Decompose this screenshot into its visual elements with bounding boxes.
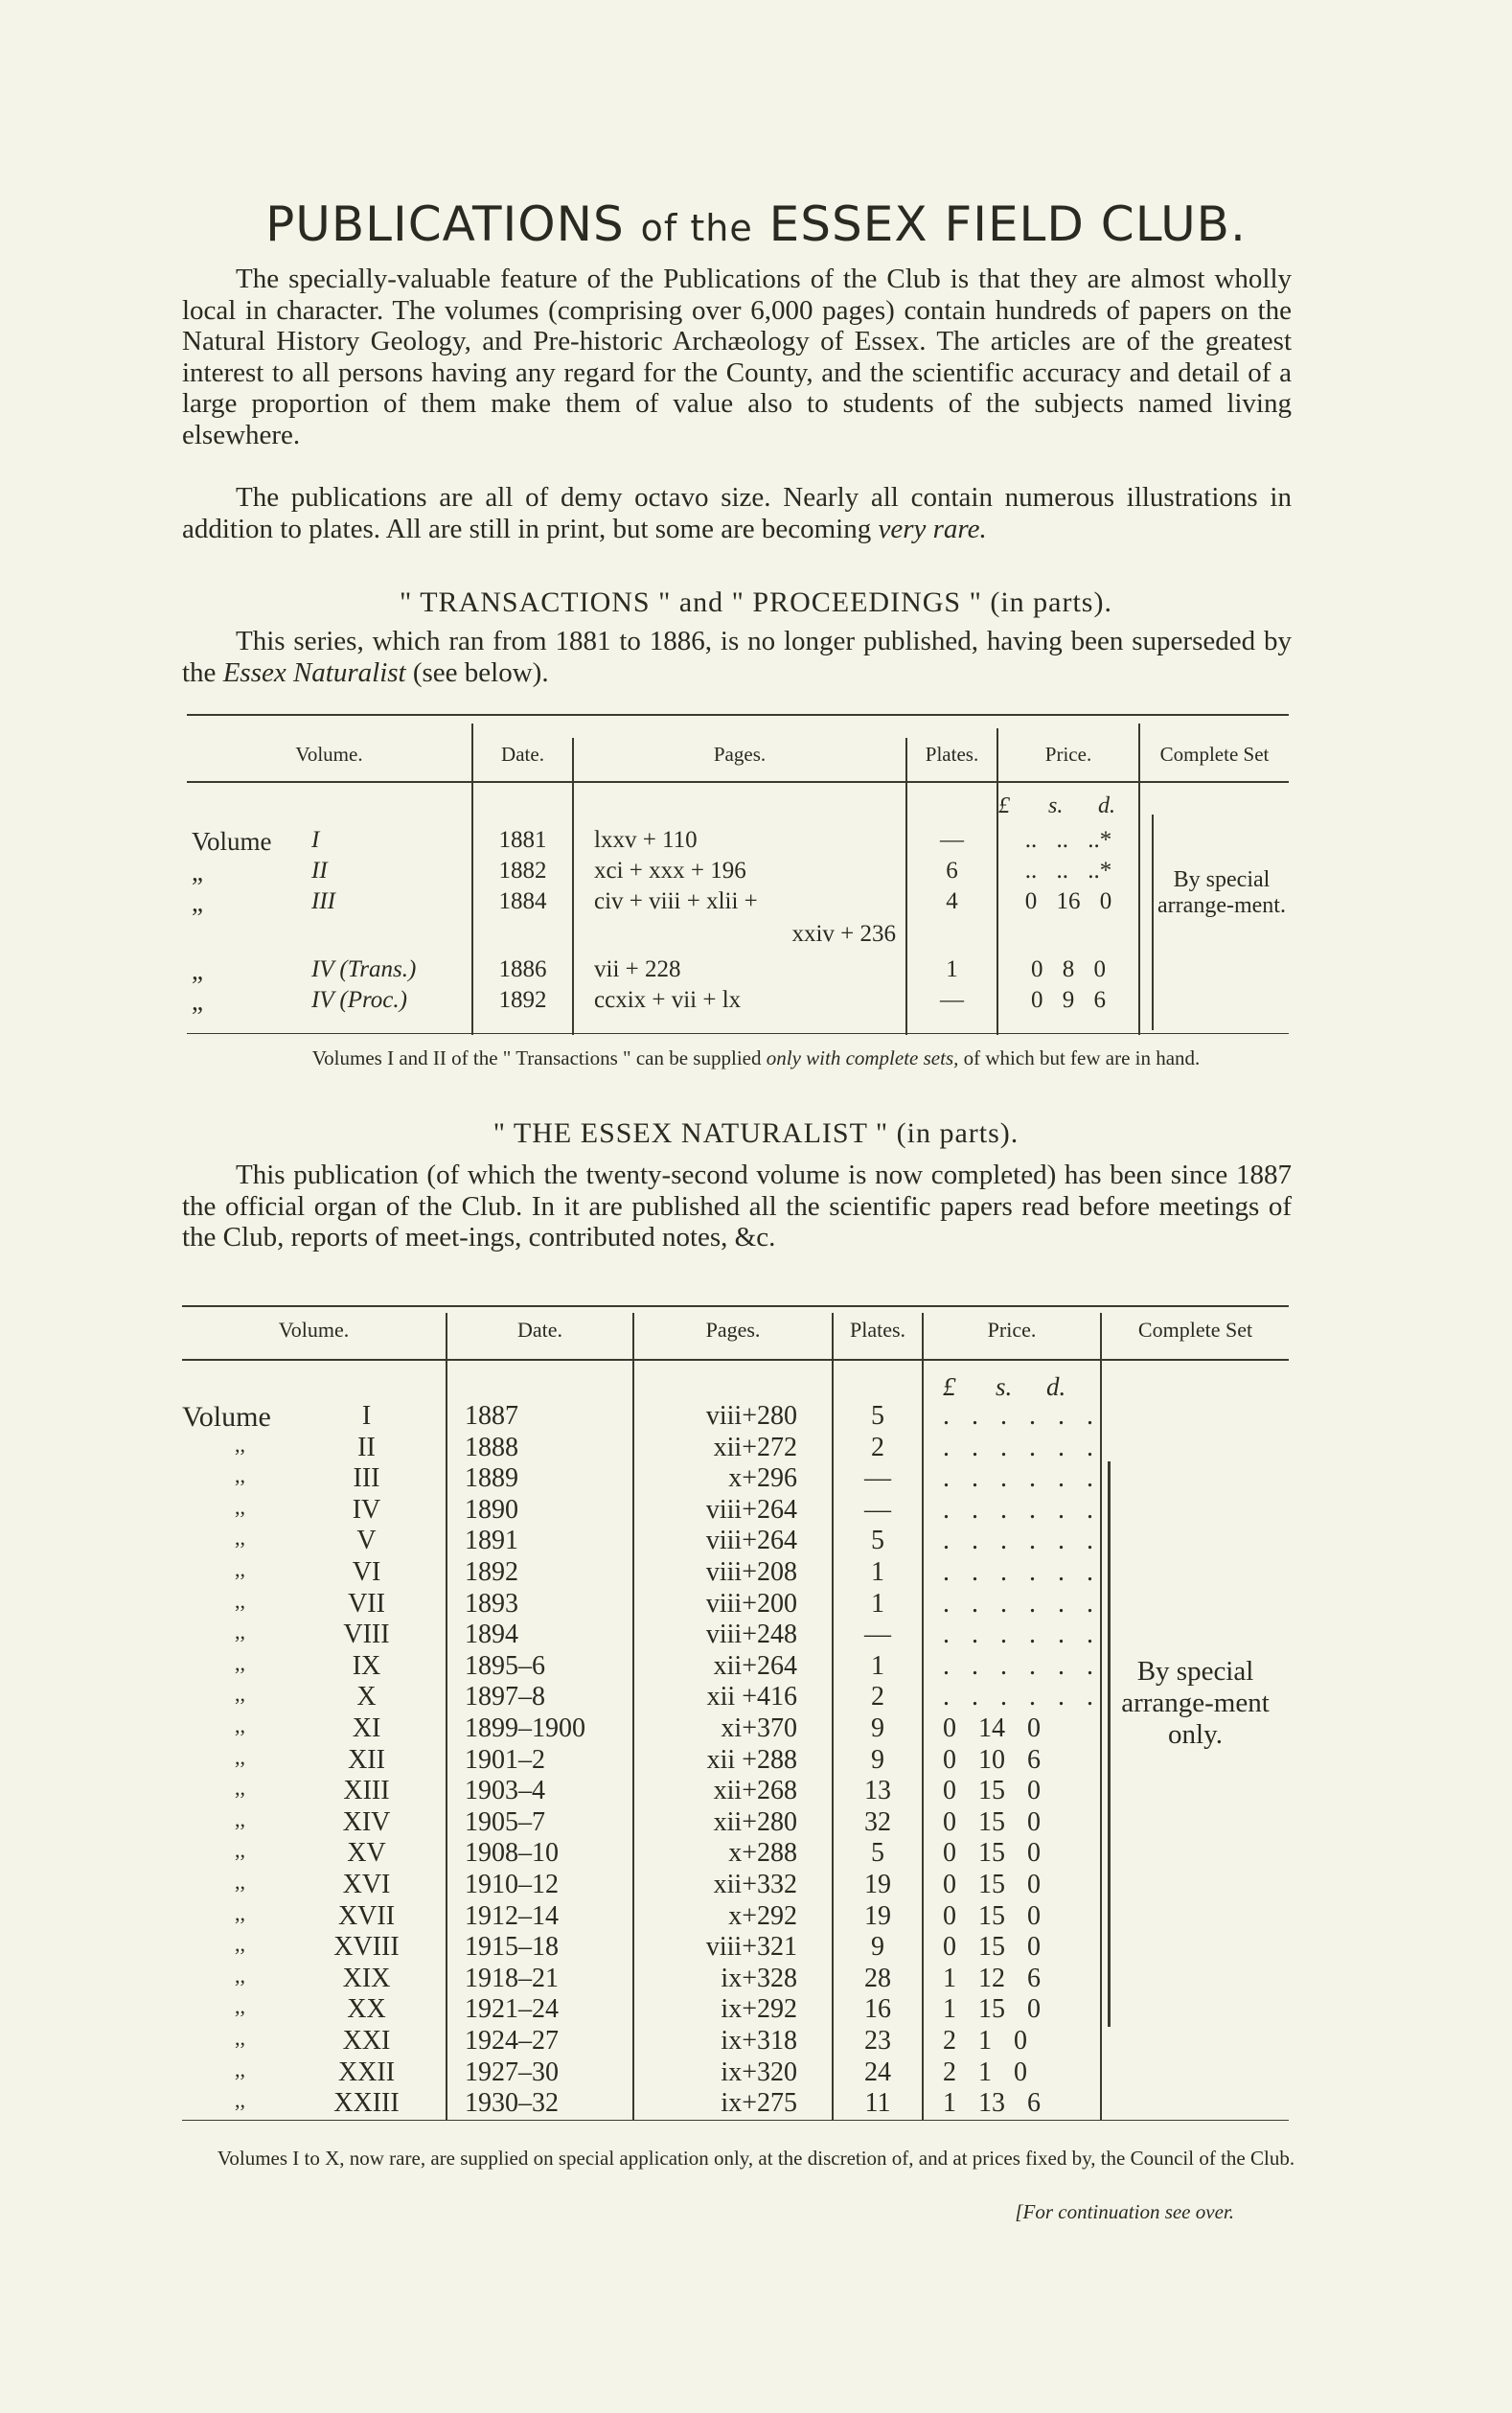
t2-row-vol: ,, <box>235 1776 245 1800</box>
t2-row-num: XVIII <box>333 1932 400 1962</box>
t2-complete-text: By special arrange-ment only. <box>1121 1656 1270 1750</box>
t2-row-plates: 5 <box>871 1526 884 1555</box>
t2-row-num: V <box>356 1526 377 1555</box>
intro-paragraph-1 <box>182 264 1292 450</box>
t2-header-complete: Complete Set <box>1137 1318 1253 1342</box>
t2-row-date: 1894 <box>465 1620 518 1649</box>
t2-row-num: IV <box>352 1495 381 1525</box>
t1-header-date: Date. <box>501 743 544 766</box>
t1-row-plates: — <box>940 987 964 1013</box>
page-title <box>0 196 1512 252</box>
t2-row-vol: ,, <box>235 1463 245 1487</box>
t1-header-pages: Pages. <box>713 743 767 766</box>
t2-row-date: 1892 <box>465 1557 518 1587</box>
t2-row-pages: x+296 <box>728 1463 797 1493</box>
t2-row-price: 0 10 6 <box>943 1745 1041 1775</box>
t1-row-date: 1881 <box>498 827 547 853</box>
t1-row-num: I <box>311 827 320 853</box>
t2-row-vol: ,, <box>235 1901 245 1925</box>
t2-row-vol: ,, <box>235 1870 245 1894</box>
transactions-description <box>182 626 1292 688</box>
t2-row-vol: ,, <box>235 1682 245 1706</box>
t2-row-price: . . . . . . <box>943 1651 1093 1681</box>
t2-row-price: 1 13 6 <box>943 2088 1041 2118</box>
t1-row-num: IV (Trans.) <box>311 956 417 982</box>
intro-text-1: The specially-valuable feature of the Publications of the Club is that they are almost wholly local in character. The volumes (comprising over 6,000 pages) contain hundreds of papers on the Natural History Geology, and Pre-historic Archæology of Essex. The articles are of the greatest interest to all persons having any regard for the County, and the scientific accuracy and detail of a large proportion of them make them of value also to students of the subjects named living elsewhere. <box>182 264 1292 450</box>
title-of-the: of the <box>640 207 753 249</box>
t1-row-date: 1892 <box>498 987 547 1013</box>
naturalist-heading: " THE ESSEX NATURALIST " (in parts). <box>493 1117 1019 1149</box>
t1-header-plates: Plates. <box>925 743 979 766</box>
t2-row-pages: ix+292 <box>721 1994 797 2024</box>
t2-row-price: . . . . . . <box>943 1463 1093 1493</box>
t2-row-plates: 1 <box>871 1589 884 1619</box>
t2-header-volume: Volume. <box>278 1318 350 1342</box>
t2-row-date: 1888 <box>465 1433 518 1462</box>
t2-row-price: 0 14 0 <box>943 1713 1041 1743</box>
t2-row-plates: 2 <box>871 1433 884 1462</box>
t2-currency-d: d. <box>1046 1372 1066 1401</box>
t1-currency-l: £ <box>998 793 1010 818</box>
t1-row-plates: 4 <box>946 888 958 914</box>
transactions-note <box>0 1046 1512 1070</box>
t2-row-num: XXI <box>342 2026 391 2056</box>
t2-row-vol: ,, <box>235 2057 245 2081</box>
t2-row-plates: 24 <box>864 2057 891 2087</box>
t2-row-date: 1897–8 <box>465 1682 545 1712</box>
transactions-desc-end: (see below). <box>412 656 549 688</box>
t2-row-date: 1903–4 <box>465 1776 545 1805</box>
t1-row-pages: vii + 228 <box>594 956 681 982</box>
t2-row-date: 1927–30 <box>465 2057 559 2087</box>
t1-row-vol: Volume <box>192 827 272 856</box>
t1-header-price: Price. <box>1044 743 1092 766</box>
t2-row-num: XI <box>352 1713 381 1743</box>
t2-row-pages: ix+275 <box>721 2088 797 2118</box>
t2-row-num: VII <box>348 1589 385 1619</box>
title-part-1: PUBLICATIONS <box>265 196 625 252</box>
t2-header-pages: Pages. <box>705 1318 761 1342</box>
t2-row-num: X <box>356 1682 377 1712</box>
t2-row-pages: viii+280 <box>705 1401 797 1431</box>
t2-row-price: 0 15 0 <box>943 1807 1041 1837</box>
t2-row-date: 1887 <box>465 1401 518 1431</box>
t2-row-price: . . . . . . <box>943 1401 1093 1431</box>
t1-brace <box>1138 815 1154 1030</box>
title-part-2: ESSEX FIELD CLUB. <box>768 196 1247 252</box>
transactions-desc-start: This series, which ran from 1881 to 1886, is no longer published, having been superseded by the <box>182 626 1292 688</box>
t2-row-plates: 28 <box>864 1964 891 1993</box>
naturalist-desc-text: This publication (of which the twenty-second volume is now completed) has been since 1887 the official organ of the Club. In it are published all the scientific papers read before meetings of the Club, reports of meet-ings, contributed notes, &c. <box>182 1160 1292 1252</box>
t2-row-pages: viii+208 <box>705 1557 797 1587</box>
t2-row-num: XV <box>347 1838 386 1868</box>
t1-row-price: .. .. ..* <box>1024 827 1112 853</box>
naturalist-description <box>182 1160 1292 1253</box>
t1-row-pages: civ + viii + xlii + <box>594 888 758 914</box>
t1-header-complete: Complete Set <box>1159 743 1270 766</box>
t2-row-date: 1915–18 <box>465 1932 559 1962</box>
t1-row-vol: „ <box>192 956 203 985</box>
transactions-desc-italic: Essex Naturalist <box>222 656 406 688</box>
t2-row-price: . . . . . . <box>943 1557 1093 1587</box>
t1-row-date: 1882 <box>498 858 547 884</box>
t2-row-num: I <box>361 1401 372 1431</box>
t2-row-num: VIII <box>343 1620 390 1649</box>
t2-row-plates: 5 <box>871 1838 884 1868</box>
t2-row-price: . . . . . . <box>943 1433 1093 1462</box>
t2-row-plates: 5 <box>871 1401 884 1431</box>
t2-brace <box>1102 1461 1111 2027</box>
t2-row-price: 0 15 0 <box>943 1776 1041 1805</box>
continuation-note: [For continuation see over. <box>1015 2200 1234 2223</box>
t2-row-vol: ,, <box>235 1495 245 1519</box>
t2-row-num: VI <box>352 1557 381 1587</box>
t2-row-plates: 32 <box>864 1807 891 1837</box>
t1-note-italic: only with complete sets, <box>766 1046 959 1069</box>
t2-row-date: 1930–32 <box>465 2088 559 2118</box>
t2-row-vol: ,, <box>235 2088 245 2112</box>
t2-row-price: 0 15 0 <box>943 1932 1041 1962</box>
t2-row-vol: ,, <box>235 1589 245 1613</box>
t2-row-pages: xi+370 <box>721 1713 797 1743</box>
t2-row-date: 1891 <box>465 1526 518 1555</box>
t1-row-date: 1886 <box>498 956 547 982</box>
t2-row-vol: ,, <box>235 1932 245 1956</box>
t2-row-plates: 19 <box>864 1901 891 1931</box>
t2-header-price: Price. <box>987 1318 1037 1342</box>
t1-row-vol: „ <box>192 858 203 886</box>
t2-row-vol: ,, <box>235 1620 245 1643</box>
t1-row-plates: — <box>940 827 964 853</box>
t2-row-date: 1908–10 <box>465 1838 559 1868</box>
t1-complete-text: By special arrange-ment. <box>1157 867 1286 918</box>
t2-row-vol: ,, <box>235 1964 245 1988</box>
t2-row-price: . . . . . . <box>943 1682 1093 1712</box>
t1-row-vol: „ <box>192 888 203 917</box>
t2-row-plates: 1 <box>871 1651 884 1681</box>
t2-row-vol: ,, <box>235 1713 245 1737</box>
t2-row-plates: 11 <box>864 2088 891 2118</box>
t2-row-price: 2 1 0 <box>943 2057 1027 2087</box>
t2-row-vol: ,, <box>235 1807 245 1831</box>
t2-row-vol: ,, <box>235 1433 245 1457</box>
transactions-heading: " TRANSACTIONS " and " PROCEEDINGS " (in parts). <box>400 586 1112 618</box>
t2-row-num: XIII <box>343 1776 390 1805</box>
t2-row-num: III <box>353 1463 380 1493</box>
t2-row-pages: xii +288 <box>706 1745 797 1775</box>
t2-row-vol: ,, <box>235 1557 245 1581</box>
t2-row-pages: xii+272 <box>713 1433 797 1462</box>
t2-row-num: XXIII <box>333 2088 400 2118</box>
t2-row-num: XVI <box>342 1870 391 1899</box>
t1-row-date: 1884 <box>498 888 547 914</box>
t1-row-plates: 6 <box>946 858 958 884</box>
t2-row-pages: viii+200 <box>705 1589 797 1619</box>
t2-currency-s: s. <box>996 1372 1013 1401</box>
t2-row-plates: 19 <box>864 1870 891 1899</box>
t2-row-pages: xii+332 <box>713 1870 797 1899</box>
t1-currency-s: s. <box>1048 793 1064 818</box>
t1-row-num: II <box>311 858 328 884</box>
t2-row-plates: 9 <box>871 1932 884 1962</box>
t2-row-pages: xii+268 <box>713 1776 797 1805</box>
t2-row-pages: viii+321 <box>705 1932 797 1962</box>
t2-row-vol: ,, <box>235 1526 245 1550</box>
t2-row-plates: — <box>864 1620 891 1649</box>
t1-row-price: 0 8 0 <box>1031 956 1106 982</box>
t2-row-price: . . . . . . <box>943 1589 1093 1619</box>
t2-row-plates: 1 <box>871 1557 884 1587</box>
t2-row-pages: xii+280 <box>713 1807 797 1837</box>
t2-row-vol: ,, <box>235 1651 245 1675</box>
t2-row-date: 1890 <box>465 1495 518 1525</box>
t1-row-price: 0 16 0 <box>1024 888 1112 914</box>
t2-row-date: 1918–21 <box>465 1964 559 1993</box>
t2-row-price: 2 1 0 <box>943 2026 1027 2056</box>
t2-row-pages: ix+320 <box>721 2057 797 2087</box>
t2-row-date: 1901–2 <box>465 1745 545 1775</box>
t2-row-date: 1910–12 <box>465 1870 559 1899</box>
t2-row-date: 1889 <box>465 1463 518 1493</box>
intro-paragraph-2 <box>182 482 1292 544</box>
t2-row-pages: x+292 <box>728 1901 797 1931</box>
naturalist-note: Volumes I to X, now rare, are supplied on special application only, at the discretion of, and at prices fixed by, the Council of the Club. <box>217 2147 1295 2170</box>
t2-currency-l: £ <box>943 1372 956 1401</box>
t1-currency-d: d. <box>1098 793 1115 818</box>
intro-text-2: The publications are all of demy octavo size. Nearly all contain numerous illustrations in addition to plates. All are still in print, but some are becoming <box>182 482 1292 544</box>
t2-header-date: Date. <box>516 1318 563 1342</box>
t2-row-num: II <box>357 1433 376 1462</box>
t2-row-price: 1 15 0 <box>943 1994 1041 2024</box>
t1-row-pages: ccxix + vii + lx <box>594 987 742 1013</box>
t2-row-pages: xii +416 <box>706 1682 797 1712</box>
t2-row-date: 1895–6 <box>465 1651 545 1681</box>
t2-row-pages: xii+264 <box>713 1651 797 1681</box>
t2-row-plates: 13 <box>864 1776 891 1805</box>
t2-header-plates: Plates. <box>849 1318 906 1342</box>
t2-row-vol: ,, <box>235 2026 245 2050</box>
t1-row-pages: lxxv + 110 <box>594 827 698 853</box>
t2-row-price: . . . . . . <box>943 1526 1093 1555</box>
t2-row-plates: — <box>864 1463 891 1493</box>
t2-row-num: XIX <box>342 1964 391 1993</box>
t2-row-plates: 2 <box>871 1682 884 1712</box>
t2-row-vol: ,, <box>235 1745 245 1769</box>
t2-row-date: 1893 <box>465 1589 518 1619</box>
t1-row-pages: xxiv + 236 <box>791 921 896 947</box>
t1-header-volume: Volume. <box>295 743 363 766</box>
t1-row-plates: 1 <box>946 956 958 982</box>
t2-row-date: 1912–14 <box>465 1901 559 1931</box>
t1-row-vol: „ <box>192 987 203 1016</box>
t2-row-date: 1924–27 <box>465 2026 559 2056</box>
t1-note-start: Volumes I and II of the " Transactions " can be supplied <box>311 1046 762 1069</box>
t2-row-num: XXII <box>337 2057 396 2087</box>
t2-row-plates: — <box>864 1495 891 1525</box>
t2-row-num: IX <box>352 1651 381 1681</box>
t2-row-pages: viii+264 <box>705 1526 797 1555</box>
t2-row-date: 1899–1900 <box>465 1713 585 1743</box>
t2-row-num: XIV <box>342 1807 391 1837</box>
t2-row-num: XVII <box>337 1901 396 1931</box>
t2-row-pages: viii+264 <box>705 1495 797 1525</box>
t2-row-date: 1905–7 <box>465 1807 545 1837</box>
t1-row-num: IV (Proc.) <box>311 987 407 1013</box>
t2-row-price: . . . . . . <box>943 1620 1093 1649</box>
t2-row-plates: 9 <box>871 1745 884 1775</box>
t2-row-num: XX <box>347 1994 386 2024</box>
t2-row-date: 1921–24 <box>465 1994 559 2024</box>
t1-row-price: .. .. ..* <box>1024 858 1112 884</box>
t2-row-vol: ,, <box>235 1994 245 2018</box>
intro-text-2-italic: very rare. <box>878 513 987 544</box>
t2-row-price: . . . . . . <box>943 1495 1093 1525</box>
t2-row-vol: ,, <box>235 1838 245 1862</box>
t2-row-pages: viii+248 <box>705 1620 797 1649</box>
t2-row-vol: Volume <box>182 1401 271 1433</box>
t2-row-num: XII <box>348 1745 385 1775</box>
t2-row-price: 0 15 0 <box>943 1838 1041 1868</box>
t2-row-plates: 9 <box>871 1713 884 1743</box>
t2-row-price: 0 15 0 <box>943 1870 1041 1899</box>
t2-row-pages: ix+328 <box>721 1964 797 1993</box>
t2-row-pages: ix+318 <box>721 2026 797 2056</box>
t1-row-price: 0 9 6 <box>1031 987 1106 1013</box>
t2-row-pages: x+288 <box>728 1838 797 1868</box>
t1-row-num: III <box>311 888 335 914</box>
t1-note-end: of which but few are in hand. <box>963 1046 1201 1069</box>
t2-row-price: 1 12 6 <box>943 1964 1041 1993</box>
t1-row-pages: xci + xxx + 196 <box>594 858 746 884</box>
t2-row-plates: 23 <box>864 2026 891 2056</box>
t2-row-plates: 16 <box>864 1994 891 2024</box>
t2-row-price: 0 15 0 <box>943 1901 1041 1931</box>
